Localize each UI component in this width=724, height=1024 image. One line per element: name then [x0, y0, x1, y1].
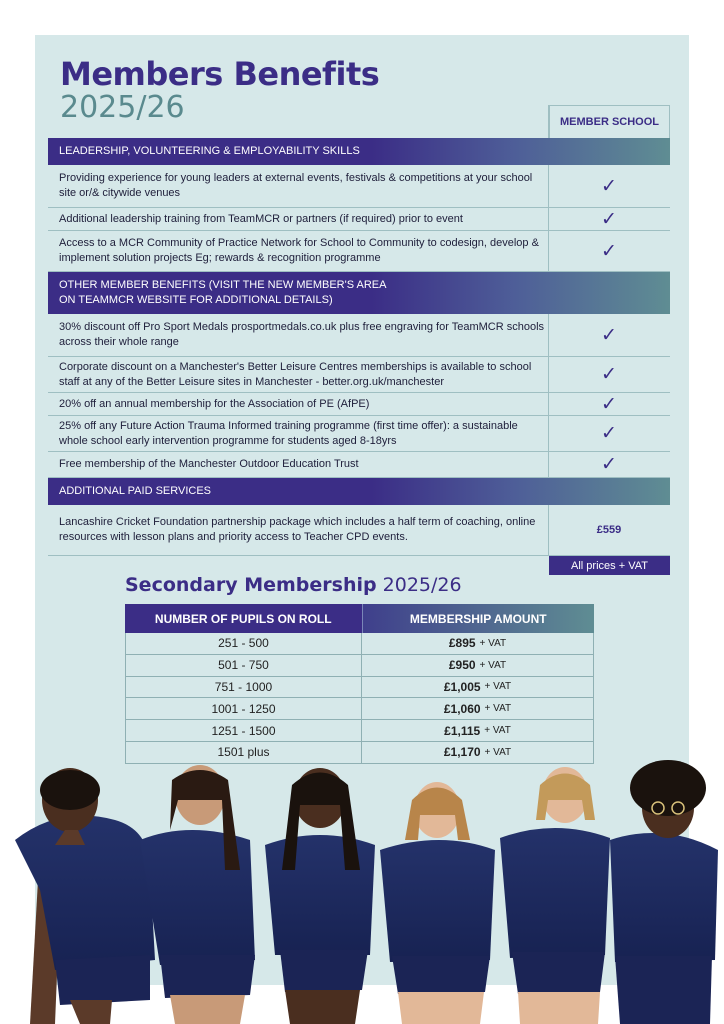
checkmark-icon: ✓: [601, 454, 617, 475]
column-header-amount: MEMBERSHIP AMOUNT: [363, 604, 595, 633]
benefit-row: [48, 416, 670, 452]
amount-value: £1,005: [443, 679, 481, 694]
checkmark-icon: ✓: [601, 423, 617, 444]
amount-value: £1,060: [443, 701, 481, 716]
secondary-membership-title: [125, 574, 462, 596]
vat-suffix: + VAT: [479, 659, 507, 671]
benefit-text: Additional leadership training from TeamMCR or partners (if required) prior to event: [59, 212, 463, 225]
students-group-photo: [0, 760, 724, 1024]
benefit-text: Providing experience for young leaders at external events, festivals & competitions at your school site or/& citywide venues: [59, 172, 533, 199]
benefit-row: [48, 393, 670, 416]
benefit-text: Free membership of the Manchester Outdoor Education Trust: [59, 458, 359, 470]
student-figure: [140, 765, 255, 1024]
section-heading-other-benefits: [48, 272, 670, 314]
student-figure: [610, 760, 718, 1024]
member-school-header: MEMBER SCHOOL: [549, 105, 670, 138]
table-row: [125, 677, 594, 699]
price-value: £559: [596, 524, 622, 536]
pupil-range: 501 - 750: [126, 655, 362, 676]
vat-note: All prices + VAT: [549, 556, 670, 575]
student-figure: [15, 768, 155, 1024]
benefit-row: [48, 165, 670, 208]
student-figure: [380, 782, 495, 1024]
amount-value: £895: [448, 636, 476, 651]
section-heading-leadership: LEADERSHIP, VOLUNTEERING & EMPLOYABILITY SKILLS: [48, 138, 670, 165]
benefit-text: Lancashire Cricket Foundation partnership package which includes a half term of coaching, online resources with lesson plans and priority access to Teacher CPD events.: [59, 516, 536, 543]
page-title: Members Benefits: [60, 55, 380, 93]
benefit-text: Corporate discount on a Manchester's Better Leisure Centres memberships is available to school staff at any of the Better Leisure sites in Manchester - better.org.uk/manchester: [59, 360, 532, 388]
section-heading-text: OTHER MEMBER BENEFITS (VISIT THE NEW MEMBER'S AREA ON TEAMMCR WEBSITE FOR ADDITIONAL DETAILS): [59, 279, 386, 306]
checkmark-icon: ✓: [601, 208, 617, 230]
benefit-text: 30% discount off Pro Sport Medals prosportmedals.co.uk plus free engraving for TeamMCR schools across their whole range: [59, 321, 545, 348]
page-subtitle: 2025/26: [60, 90, 185, 125]
membership-amount: [362, 655, 593, 676]
checkmark-icon: ✓: [601, 324, 617, 346]
benefit-row: [48, 231, 670, 272]
pricing-table-header: [125, 604, 594, 633]
vat-suffix: + VAT: [484, 725, 511, 737]
paid-service-row: [48, 505, 670, 556]
pricing-table: [125, 604, 594, 764]
membership-amount: [362, 633, 593, 654]
table-row: [125, 655, 594, 677]
pupil-range: 751 - 1000: [126, 677, 362, 698]
vat-suffix: + VAT: [484, 681, 512, 693]
vat-suffix: + VAT: [484, 703, 512, 715]
benefit-row: [48, 314, 670, 357]
vat-suffix: + VAT: [484, 746, 512, 758]
table-row: [125, 720, 594, 742]
pupil-range: 1251 - 1500: [126, 720, 362, 741]
table-row: [125, 698, 594, 720]
membership-amount: [362, 698, 593, 719]
membership-amount: [362, 720, 593, 741]
amount-value: £1,170: [443, 745, 481, 760]
student-figure: [500, 767, 610, 1024]
benefit-row: [48, 357, 670, 393]
benefit-row: [48, 208, 670, 231]
column-header-pupils: NUMBER OF PUPILS ON ROLL: [125, 604, 363, 633]
pupil-range: 1001 - 1250: [126, 698, 362, 719]
pupil-range: 251 - 500: [126, 633, 362, 654]
checkmark-icon: ✓: [601, 240, 617, 262]
checkmark-icon: ✓: [601, 393, 617, 415]
student-figure: [265, 768, 375, 1024]
benefit-row: [48, 452, 670, 478]
checkmark-icon: ✓: [601, 364, 617, 385]
table-row: [125, 633, 594, 655]
secondary-title-year: 2025/26: [382, 574, 462, 596]
section-heading-paid-services: ADDITIONAL PAID SERVICES: [48, 478, 670, 505]
benefit-text: Access to a MCR Community of Practice Network for School to Community to codesign, develop & implement solution projects Eg; rewards & recognition programme: [59, 237, 539, 264]
amount-value: £1,115: [444, 723, 481, 738]
checkmark-icon: ✓: [601, 175, 617, 197]
amount-value: £950: [448, 658, 476, 673]
benefit-text: 25% off any Future Action Trauma Informed training programme (first time offer): a sustainable whole school early intervention programme for students aged 8-18yrs: [59, 419, 518, 447]
secondary-title-bold: Secondary Membership: [125, 574, 377, 596]
membership-amount: [362, 677, 593, 698]
benefit-text: 20% off an annual membership for the Association of PE (AfPE): [59, 397, 370, 410]
pupil-range: 1501 plus: [126, 742, 362, 763]
vat-suffix: + VAT: [479, 637, 507, 649]
